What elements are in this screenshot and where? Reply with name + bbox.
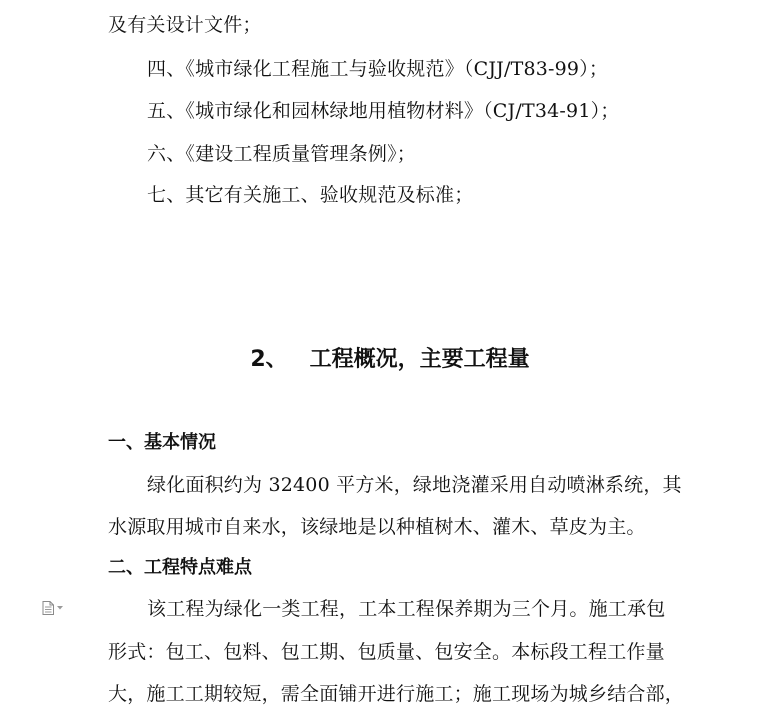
heading-number: 2、 (250, 347, 288, 372)
paragraph-line: 绿化面积约为 32400 平方米，绿地浇灌采用自动喷淋系统，其 (147, 474, 682, 496)
text-line: 及有关设计文件； (108, 14, 262, 36)
paragraph-layout-options[interactable] (42, 601, 66, 615)
list-item: 七、其它有关施工、验收规范及标准； (147, 184, 474, 206)
list-item: 五、《城市绿化和园林绿地用植物材料》（CJ/T34-91）； (147, 100, 620, 122)
document-icon (42, 601, 54, 615)
chevron-down-icon (57, 606, 63, 610)
paragraph-line: 水源取用城市自来水，该绿地是以种植树木、灌木、草皮为主。 (108, 516, 646, 538)
heading-title: 工程概况，主要工程量 (309, 347, 530, 372)
paragraph-line: 形式：包工、包料、包工期、包质量、包安全。本标段工程工作量 (108, 641, 665, 663)
subsection-title: 二、工程特点难点 (108, 557, 252, 578)
subsection-title: 一、基本情况 (108, 432, 216, 453)
list-item: 六、《建设工程质量管理条例》； (147, 143, 417, 165)
list-item: 四、《城市绿化工程施工与验收规范》（CJJ/T83-99）； (147, 58, 609, 80)
paragraph-line: 大，施工工期较短，需全面铺开进行施工；施工现场为城乡结合部， (108, 683, 685, 705)
section-heading (0, 346, 780, 374)
paragraph-line: 该工程为绿化一类工程，工本工程保养期为三个月。施工承包 (147, 598, 666, 620)
